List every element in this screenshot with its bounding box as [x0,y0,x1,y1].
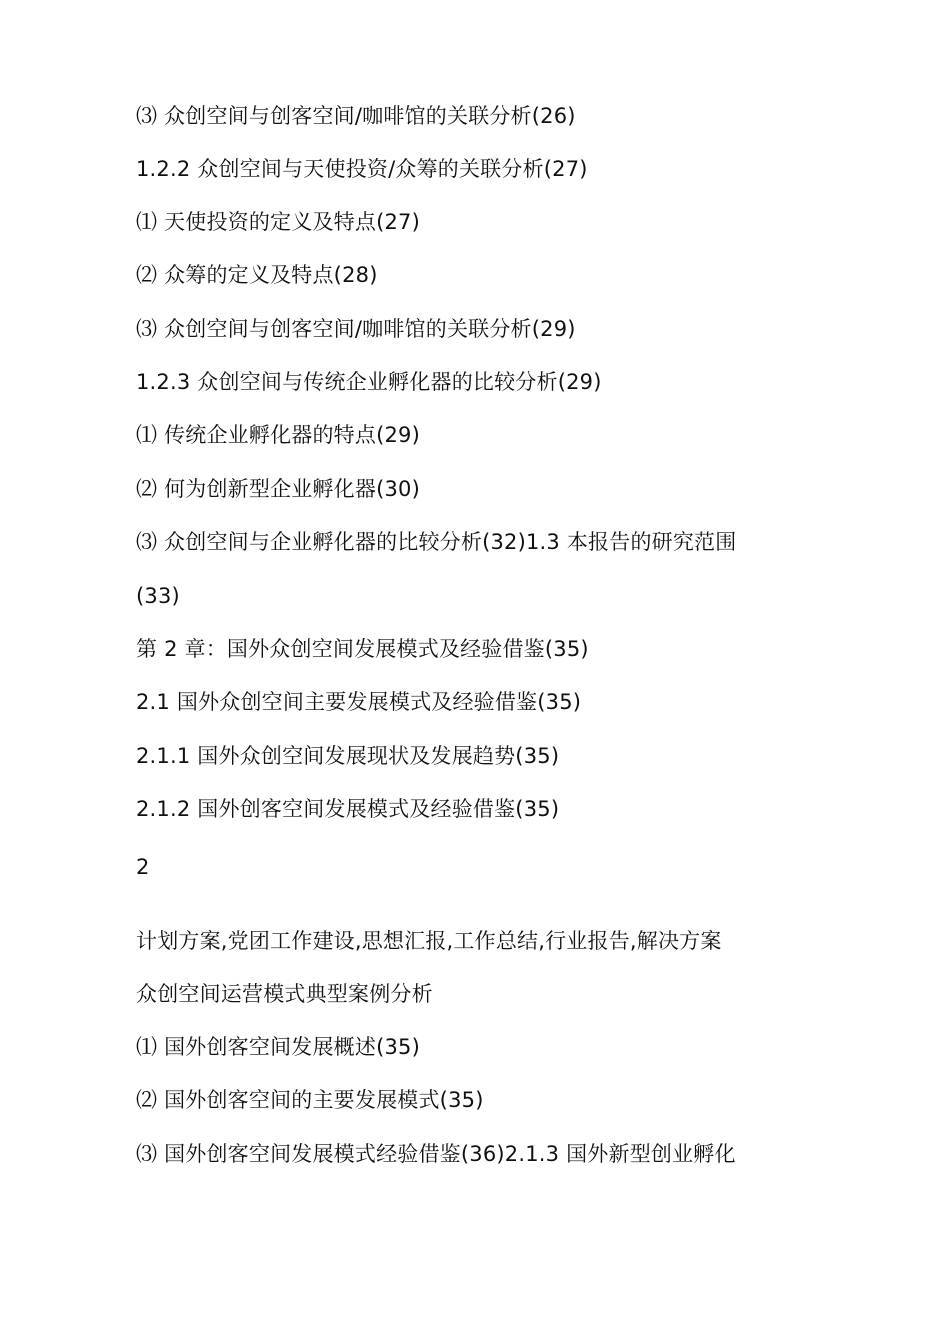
toc-line: ⑴ 国外创客空间发展概述(35) [136,1035,420,1059]
toc-line: 1.2.2 众创空间与天使投资/众筹的关联分析(27) [136,157,588,181]
toc-line: ⑶ 国外创客空间发展模式经验借鉴(36)2.1.3 国外新型创业孵化 [136,1142,736,1166]
toc-line: 2.1.1 国外众创空间发展现状及发展趋势(35) [136,744,560,768]
header-title: 众创空间运营模式典型案例分析 [136,982,433,1006]
toc-line: ⑵ 众筹的定义及特点(28) [136,263,378,287]
page-number: 2 [136,855,150,879]
toc-line: (33) [136,584,180,608]
toc-line: ⑶ 众创空间与创客空间/咖啡馆的关联分析(26) [136,104,576,128]
chapter-heading: 第 2 章：国外众创空间发展模式及经验借鉴(35) [136,637,589,661]
toc-line: 2.1 国外众创空间主要发展模式及经验借鉴(35) [136,690,582,714]
toc-line: ⑶ 众创空间与创客空间/咖啡馆的关联分析(29) [136,317,576,341]
toc-line: ⑴ 传统企业孵化器的特点(29) [136,423,420,447]
header-tags: 计划方案,党团工作建设,思想汇报,工作总结,行业报告,解决方案 [136,929,722,953]
toc-line: ⑵ 何为创新型企业孵化器(30) [136,477,420,501]
toc-line: ⑵ 国外创客空间的主要发展模式(35) [136,1088,484,1112]
toc-line: 2.1.2 国外创客空间发展模式及经验借鉴(35) [136,797,560,821]
toc-line: ⑴ 天使投资的定义及特点(27) [136,210,420,234]
toc-line: ⑶ 众创空间与企业孵化器的比较分析(32)1.3 本报告的研究范围 [136,530,737,554]
toc-line: 1.2.3 众创空间与传统企业孵化器的比较分析(29) [136,370,602,394]
